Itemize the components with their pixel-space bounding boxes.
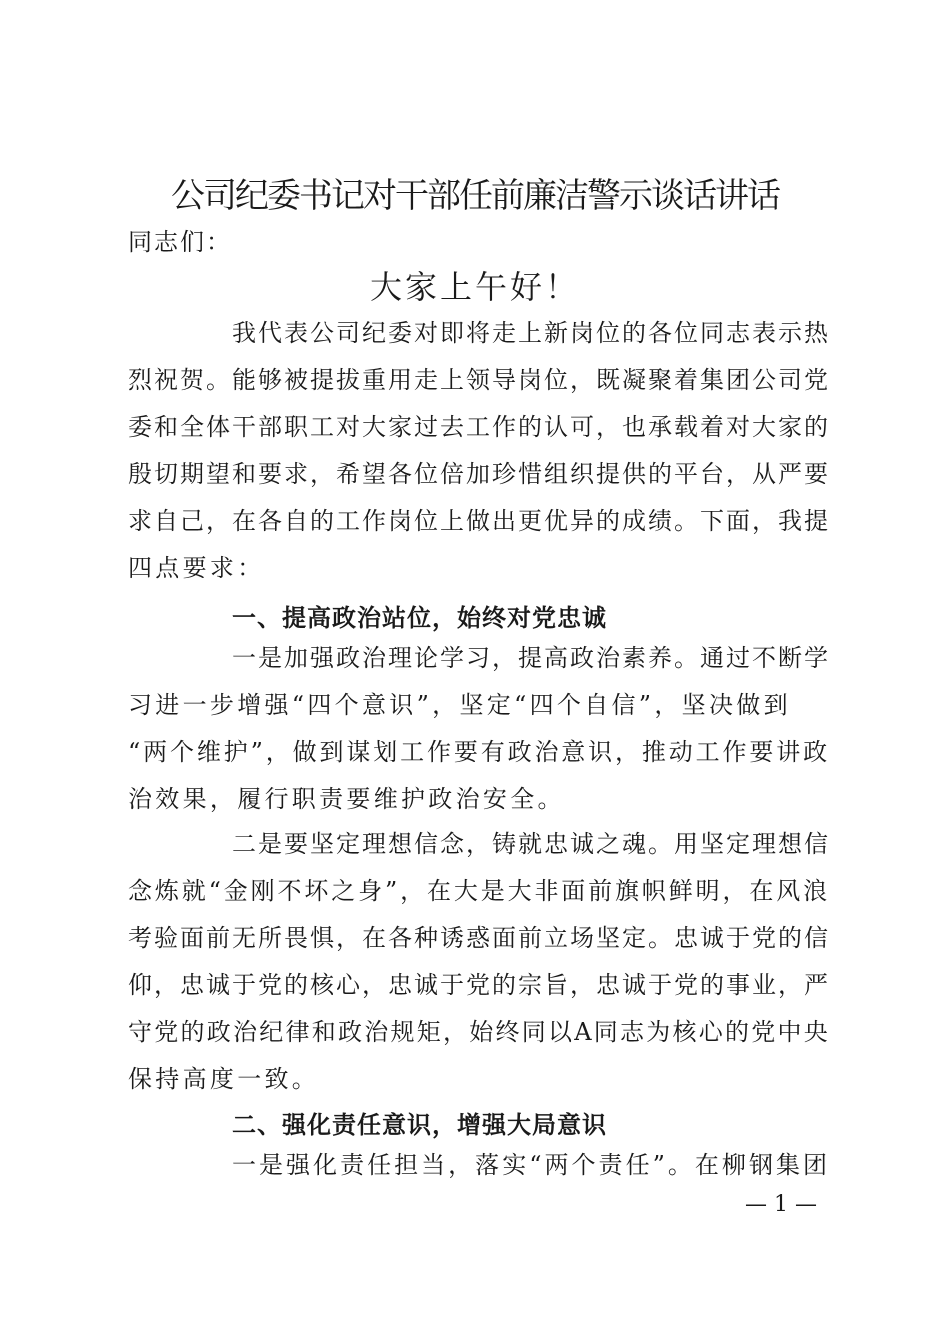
paragraph-2-line-4: 治效果，履行职责要维护政治安全。 xyxy=(128,785,565,813)
paragraph-3-line-6: 保持高度一致。 xyxy=(128,1065,320,1093)
paragraph-1-line-2: 烈祝贺。能够被提拔重用走上领导岗位，既凝聚着集团公司党 xyxy=(128,366,830,394)
paragraph-2-line-1: 一是加强政治理论学习，提高政治素养。通过不断学 xyxy=(232,644,830,672)
paragraph-1-line-6: 四点要求： xyxy=(128,554,265,582)
paragraph-1-line-4: 殷切期望和要求，希望各位倍加珍惜组织提供的平台，从严要 xyxy=(128,460,830,488)
paragraph-3-line-1: 二是要坚定理想信念，铸就忠诚之魂。用坚定理想信 xyxy=(232,830,830,858)
paragraph-2-line-3: “两个维护”，做到谋划工作要有政治意识，推动工作要讲政 xyxy=(128,738,830,766)
paragraph-4-line-1: 一是强化责任担当，落实“两个责任”。在柳钢集团 xyxy=(232,1151,830,1179)
paragraph-3-line-3: 考验面前无所畏惧，在各种诱惑面前立场坚定。忠诚于党的信 xyxy=(128,924,830,952)
paragraph-3-line-5: 守党的政治纪律和政治规矩，始终同以A同志为核心的党中央 xyxy=(128,1018,830,1046)
paragraph-1-line-1: 我代表公司纪委对即将走上新岗位的各位同志表示热 xyxy=(232,319,830,347)
paragraph-3-line-2: 念炼就“金刚不坏之身”，在大是大非面前旗帜鲜明，在风浪 xyxy=(128,877,830,905)
section-heading-2: 二、强化责任意识，增强大局意识 xyxy=(232,1111,607,1139)
paragraph-1-line-3: 委和全体干部职工对大家过去工作的认可，也承载着对大家的 xyxy=(128,413,830,441)
salutation: 同志们： xyxy=(128,228,232,256)
page-number: — 1 — xyxy=(745,1192,817,1217)
paragraph-1-line-5: 求自己，在各自的工作岗位上做出更优异的成绩。下面，我提 xyxy=(128,507,830,535)
section-heading-1: 一、提高政治站位，始终对党忠诚 xyxy=(232,604,607,632)
paragraph-3-line-4: 仰，忠诚于党的核心，忠诚于党的宗旨，忠诚于党的事业，严 xyxy=(128,971,830,999)
greeting: 大家上午好！ xyxy=(369,268,580,306)
paragraph-2-line-2: 习进一步增强“四个意识”，坚定“四个自信”，坚决做到 xyxy=(128,691,791,719)
document-title: 公司纪委书记对干部任前廉洁警示谈话讲话 xyxy=(171,176,779,216)
